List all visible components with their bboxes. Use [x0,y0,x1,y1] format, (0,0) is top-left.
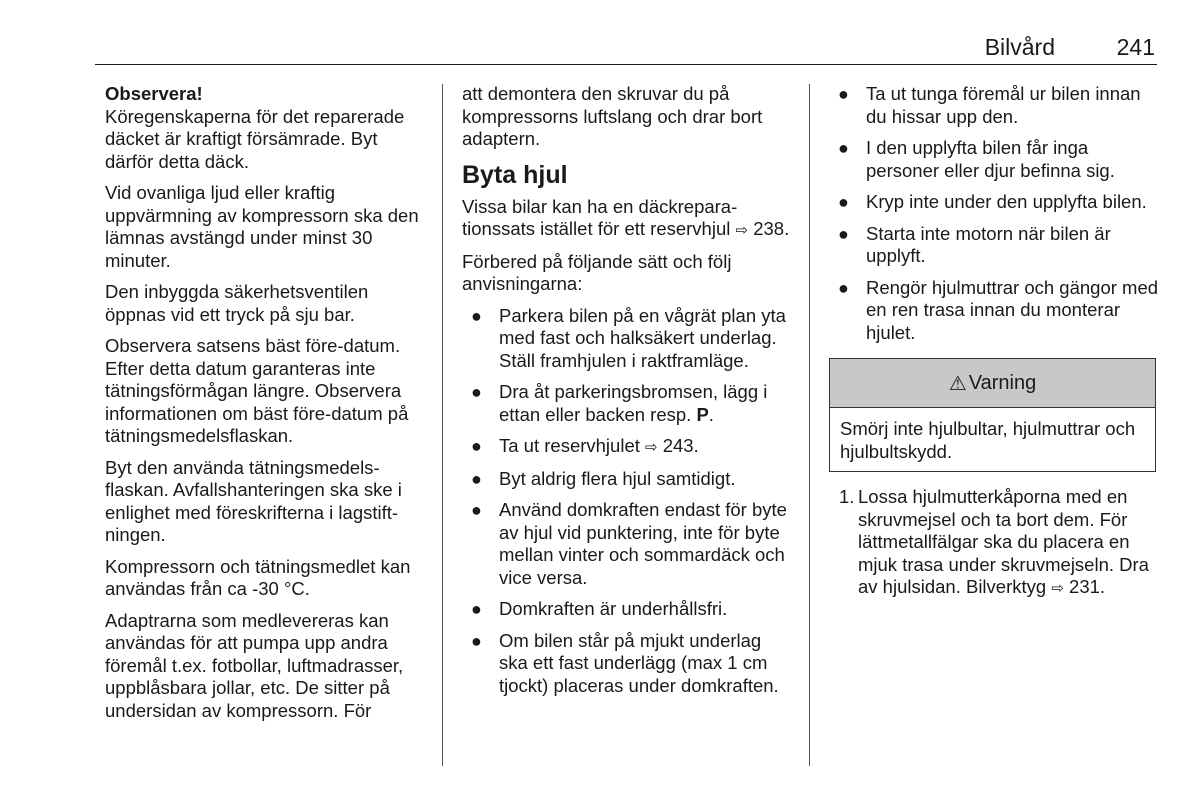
intro-paragraph [462,196,792,242]
bullet-icon: ● [471,599,482,619]
bullet-icon: ● [838,138,849,158]
section-title: Bilvård [984,34,1055,60]
list-item [462,305,792,373]
bullet-icon: ● [471,630,482,651]
prep-text: Förbered på följande sätt och följ anvisningarna: [462,250,732,294]
step-number: 1. [839,486,855,507]
list-item-text: Ta ut tunga föremål ur bilen innan du hissar upp den. [866,83,1141,127]
list-item [829,191,1159,214]
warning-box [829,358,1156,472]
list-item-text: Om bilen står på mjukt underlag ska ett fast underlägg (max 1 cm tjockt) placeras under domkraften. [499,629,779,696]
bullet-icon: ● [471,500,482,520]
page-header [95,30,1157,65]
bullet-list [829,83,1159,344]
list-item-text: Ta ut reservhjulet [499,435,640,456]
paragraph: Byt den använda tätningsmedelsflaskan. Avfallshanteringen ska ske i enlighet med föreskrifterna i lagstiftningen. [105,456,402,545]
bullet-icon: ● [471,436,482,456]
bullet-icon: ● [471,382,482,402]
list-item [462,598,792,621]
sentence-end: . [708,403,714,425]
list-item-text: Kryp inte under den upplyfta bilen. [866,191,1147,212]
page-ref-icon: ⇨ [1051,579,1064,597]
list-item [829,83,1159,128]
page-number: 241 [1116,34,1155,60]
step-item [829,486,1159,600]
column-right [829,83,1159,600]
step-text: Lossa hjulmutterkåporna med en skruvmejsel och ta bort dem. För lättmetallfälgar ska du placera en mjuk trasa under skruvmejseln. Dra av hjulsidan. Bilverktyg [858,486,1149,597]
bullet-icon: ● [838,84,849,104]
page-ref[interactable]: 243. [662,435,699,456]
paragraph: Kompressorn och tätningsmedlet kan användas från ca -30 °C. [105,555,411,599]
list-item [829,277,1159,345]
column-left [105,83,425,731]
list-item [462,499,792,589]
bullet-icon: ● [471,305,482,326]
warning-title: Varning [968,371,1037,394]
list-item [462,630,792,698]
column-divider [442,84,443,766]
list-item [829,223,1159,268]
gear-symbol: P [696,403,709,425]
bullet-icon: ● [471,468,482,489]
page-ref[interactable]: 231. [1069,576,1106,597]
page-ref[interactable]: 238. [753,218,790,239]
column-divider [809,84,810,766]
paragraph: Observera satsens bäst före-datum. Efter detta datum garanteras inte tätningsförmågan längre. Observera informationen om bäst före-datum på tätningsmedelsflaskan. [105,335,409,446]
continuation-text: att demontera den skruvar du på kompressorns luftslang och drar bort adaptern. [462,83,763,149]
intro-text: Vissa bilar kan ha en däckreparationssats istället för ett reservhjul [462,195,738,239]
page-ref-icon: ⇨ [735,221,749,239]
warning-header [830,359,1155,408]
list-item-text: Använd domkraften endast för byte av hjul vid punktering, inte för byte mellan vinter och sommardäck och vice versa. [499,499,787,588]
bullet-list [462,305,792,698]
list-item-text: Rengör hjulmuttrar och gängor med en ren trasa innan du monterar hjulet. [866,276,1159,343]
paragraph: Vid ovanliga ljud eller kraftig uppvärmning av kompressorn ska den lämnas avstängd under minst 30 minuter. [105,182,419,271]
page-ref-icon: ⇨ [645,438,658,456]
list-item-text: Byt aldrig flera hjul samtidigt. [499,467,736,489]
column-middle [462,83,792,706]
list-item-text: I den upplyfta bilen får inga personer eller djur befinna sig. [866,137,1115,181]
bullet-icon: ● [838,192,849,212]
list-item [829,137,1159,182]
warning-text: Smörj inte hjulbultar, hjulmuttrar och hjulbultskydd. [840,418,1136,462]
list-item-text: Parkera bilen på en vågrät plan yta med fast och halksäkert underlag. Ställ framhjulen i raktframläge. [499,304,786,371]
list-item-text: Domkraften är underhållsfri. [499,598,728,619]
section-heading: Byta hjul [462,160,568,189]
bullet-icon: ● [838,223,849,244]
list-item [462,468,792,491]
note-title: Observera! [105,83,203,104]
list-item [462,435,792,459]
warning-triangle-icon: ⚠ [948,370,967,395]
step-list [829,486,1159,600]
note-text: Köregenskaperna för det reparerade däcket är kraftigt försämrade. Byt därför detta däck. [105,105,405,172]
list-item [462,381,792,426]
bullet-icon: ● [838,277,849,298]
list-item-text: Starta inte motorn när bilen är upplyft. [866,222,1111,266]
list-item-text: Dra åt parkeringsbromsen, lägg i ettan eller backen resp. [499,381,768,425]
paragraph: Adaptrarna som medlevereras kan användas för att pumpa upp andra föremål t.ex. fotbollar, luftmadrasser, uppblåsbara jollar, etc. De sitter på undersidan av kompressorn. För [105,609,404,721]
paragraph: Den inbyggda säkerhetsventilen öppnas vid ett tryck på sju bar. [105,281,369,325]
